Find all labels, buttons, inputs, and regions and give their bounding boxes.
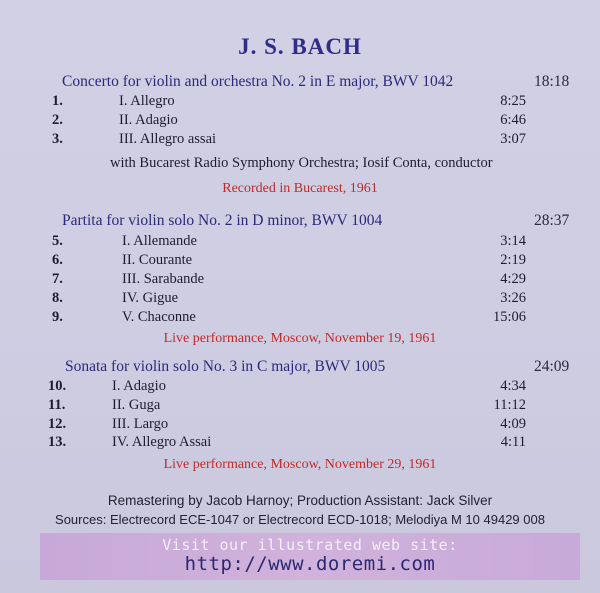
- track-number: 2.: [52, 112, 63, 128]
- track-number: 11.: [48, 397, 66, 413]
- website-url[interactable]: http://www.doremi.com: [184, 553, 436, 575]
- track-duration: 4:11: [500, 434, 526, 450]
- track-title: III. Allegro assai: [119, 131, 217, 147]
- track-duration: 8:25: [500, 93, 526, 109]
- track-number: 12.: [48, 416, 67, 432]
- track-number: 6.: [52, 252, 63, 268]
- recording-note: Live performance, Moscow, November 29, 1961: [163, 457, 437, 472]
- track-duration: 3:26: [500, 290, 526, 306]
- remastering-credit: Remastering by Jacob Harnoy; Production Assistant: Jack Silver: [107, 493, 493, 508]
- track-number: 1.: [52, 93, 63, 109]
- track-duration: 4:09: [500, 416, 526, 432]
- track-title: V. Chaconne: [122, 309, 196, 325]
- recording-note: Recorded in Bucarest, 1961: [222, 181, 378, 196]
- track-title: II. Guga: [112, 397, 161, 413]
- website-prompt: Visit our illustrated web site:: [162, 536, 458, 554]
- track-title: IV. Gigue: [122, 290, 179, 306]
- work-total-duration: 18:18: [534, 73, 570, 90]
- website-banner[interactable]: [40, 533, 580, 580]
- track-duration: 15:06: [492, 309, 526, 325]
- work-total-duration: 24:09: [534, 358, 570, 375]
- track-duration: 2:19: [500, 252, 526, 268]
- work-title: Sonata for violin solo No. 3 in C major, BWV 1005: [65, 358, 386, 375]
- track-title: I. Allegro: [119, 93, 175, 109]
- track-duration: 4:29: [500, 271, 526, 287]
- sources-credit: Sources: Electrecord ECE-1047 or Electrecord ECD-1018; Melodiya M 10 49429 008: [55, 512, 545, 527]
- track-title: II. Courante: [122, 252, 193, 268]
- work-title: Partita for violin solo No. 2 in D minor, BWV 1004: [62, 212, 383, 229]
- track-number: 3.: [52, 131, 63, 147]
- track-number: 7.: [52, 271, 63, 287]
- track-number: 8.: [52, 290, 63, 306]
- track-title: III. Largo: [112, 416, 169, 432]
- recording-note: Live performance, Moscow, November 19, 1961: [163, 331, 437, 346]
- track-number: 13.: [48, 434, 67, 450]
- track-duration: 3:07: [500, 131, 526, 147]
- album-title: J. S. BACH: [238, 34, 362, 59]
- track-duration: 4:34: [500, 378, 526, 394]
- track-number: 10.: [48, 378, 67, 394]
- track-number: 5.: [52, 233, 63, 249]
- work-total-duration: 28:37: [534, 212, 570, 229]
- track-title: III. Sarabande: [122, 271, 205, 287]
- track-title: II. Adagio: [119, 112, 178, 128]
- track-title: I. Adagio: [112, 378, 166, 394]
- track-duration: 3:14: [500, 233, 526, 249]
- track-title: IV. Allegro Assai: [112, 434, 212, 450]
- work-title: Concerto for violin and orchestra No. 2 in E major, BWV 1042: [62, 73, 454, 90]
- track-title: I. Allemande: [122, 233, 197, 249]
- track-number: 9.: [52, 309, 63, 325]
- track-duration: 6:46: [500, 112, 526, 128]
- track-duration: 11:12: [493, 397, 526, 413]
- performers: with Bucarest Radio Symphony Orchestra; Iosif Conta, conductor: [110, 155, 493, 171]
